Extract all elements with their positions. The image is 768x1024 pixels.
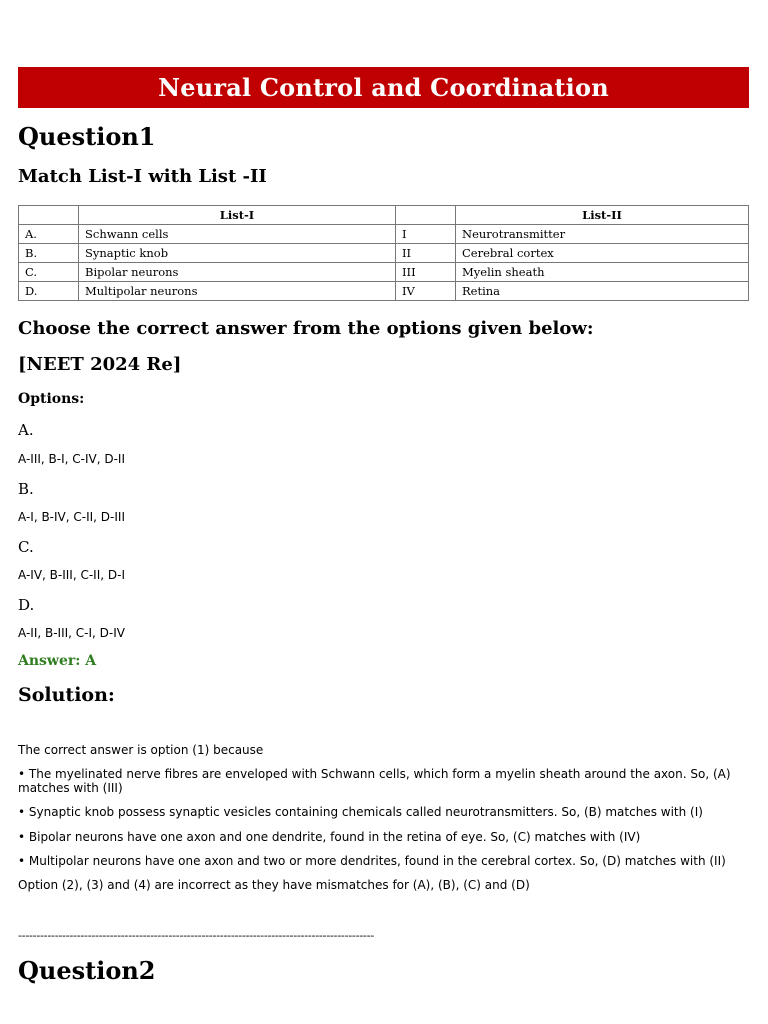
option-d-text: A-II, B-III, C-I, D-IV [18,626,125,640]
table-header [396,206,456,225]
question2-title: Question2 [18,956,156,985]
match-table [18,205,749,301]
option-d-letter: D. [18,596,35,614]
solution-line: • Synaptic knob possess synaptic vesicles containing chemicals called neurotransmitters. So, (B) matches with (I) [18,805,703,819]
table-row [19,225,749,244]
table-cell: A. [19,225,79,244]
option-b-text: A-I, B-IV, C-II, D-III [18,510,125,524]
table-cell: Myelin sheath [456,263,749,282]
section-divider: ------------------------------------------------------------------------------------------------- [18,929,374,942]
table-row [19,282,749,301]
question1-instruction: Choose the correct answer from the options given below: [18,318,594,339]
option-b-letter: B. [18,480,34,498]
table-cell: Schwann cells [79,225,396,244]
solution-line: • Bipolar neurons have one axon and one dendrite, found in the retina of eye. So, (C) matches with (IV) [18,830,641,844]
solution-line: The correct answer is option (1) because [18,743,264,757]
question1-prompt: Match List-I with List -II [18,166,267,187]
table-cell: III [396,263,456,282]
banner-title: Neural Control and Coordination [158,73,609,102]
table-cell: Multipolar neurons [79,282,396,301]
solution-title: Solution: [18,684,115,706]
question1-title: Question1 [18,122,156,151]
solution-line: Option (2), (3) and (4) are incorrect as they have mismatches for (A), (B), (C) and (D) [18,878,530,892]
options-label: Options: [18,391,85,407]
table-cell: Retina [456,282,749,301]
table-row [19,263,749,282]
table-cell: C. [19,263,79,282]
table-header [19,206,79,225]
answer-text: Answer: A [18,653,97,669]
table-cell: I [396,225,456,244]
question1-source: [NEET 2024 Re] [18,354,182,375]
table-cell: Cerebral cortex [456,244,749,263]
table-cell: Synaptic knob [79,244,396,263]
option-c-text: A-IV, B-III, C-II, D-I [18,568,125,582]
table-header-row [19,206,749,225]
option-a-letter: A. [18,421,34,439]
table-cell: II [396,244,456,263]
page-banner [18,67,749,108]
table-row [19,244,749,263]
table-header-list1: List-I [79,206,396,225]
solution-line: • The myelinated nerve fibres are enveloped with Schwann cells, which form a myelin sheath around the axon. So, (A) matches with (III) [18,767,731,795]
table-cell: Bipolar neurons [79,263,396,282]
table-cell: IV [396,282,456,301]
table-cell: B. [19,244,79,263]
solution-line: • Multipolar neurons have one axon and two or more dendrites, found in the cerebral cortex. So, (D) matches with (II) [18,854,726,868]
table-cell: Neurotransmitter [456,225,749,244]
table-cell: D. [19,282,79,301]
table-header-list2: List-II [456,206,749,225]
option-c-letter: C. [18,538,34,556]
option-a-text: A-III, B-I, C-IV, D-II [18,452,125,466]
